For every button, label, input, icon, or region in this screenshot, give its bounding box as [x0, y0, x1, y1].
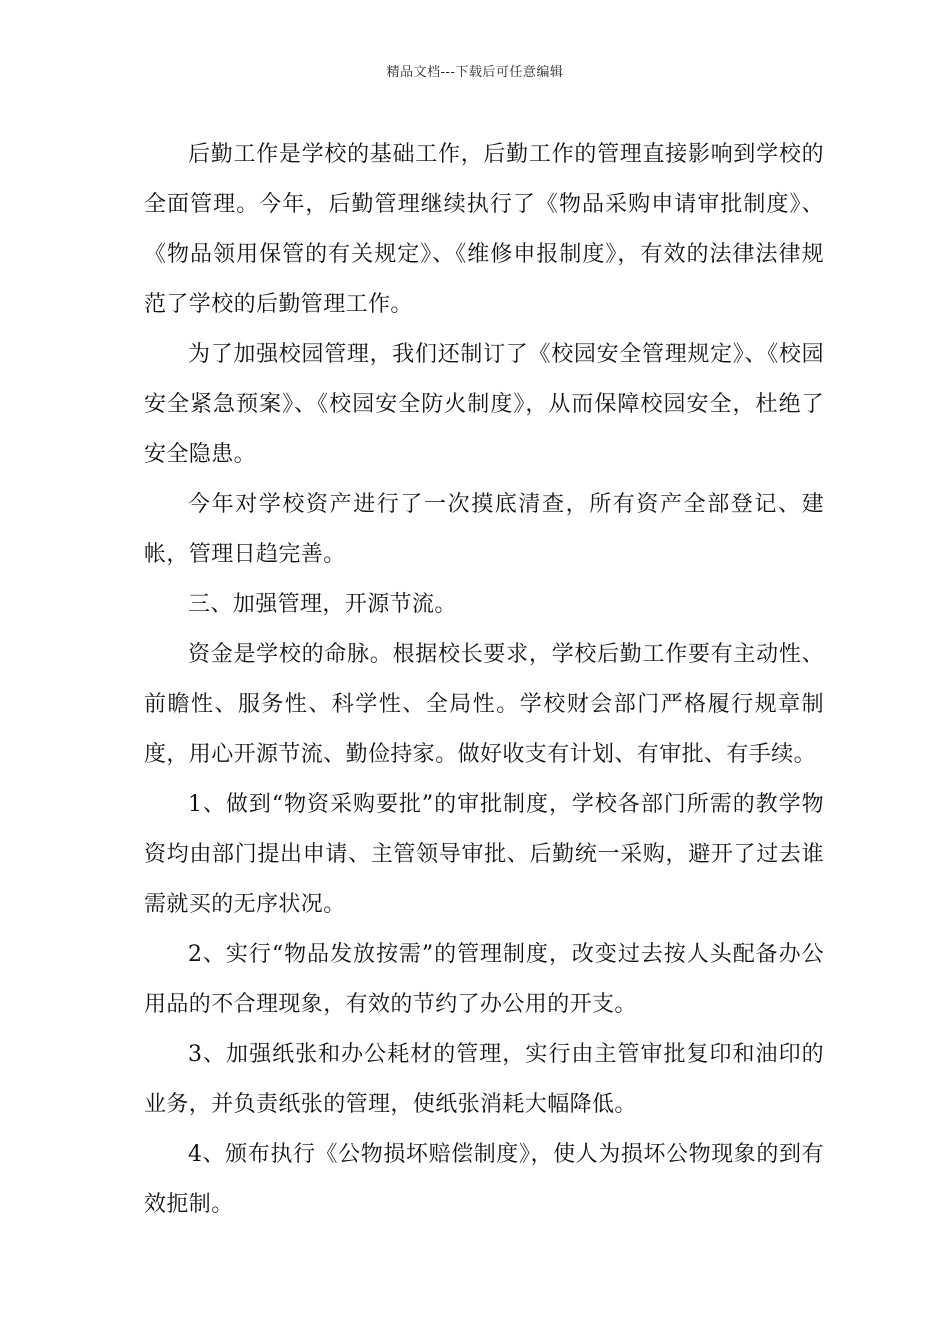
list-item: 3、加强纸张和办公耗材的管理，实行由主管审批复印和油印的业务，并负责纸张的管理，使纸张消耗大幅降低。 [144, 1042, 824, 1117]
list-item: 1、做到“物资采购要批”的审批制度，学校各部门所需的教学物资均由部门提出申请、主管领导审批、后勤统一采购，避开了过去谁需就买的无序状况。 [144, 792, 824, 917]
list-item: 4、颁布执行《公物损坏赔偿制度》，使人为损坏公物现象的到有效扼制。 [144, 1142, 824, 1217]
list-item: 2、实行“物品发放按需”的管理制度，改变过去按人头配备办公用品的不合理现象，有效的节约了办公用的开支。 [144, 942, 824, 1017]
section-heading: 三、加强管理，开源节流。 [188, 592, 457, 617]
document-body [144, 130, 824, 1230]
paragraph: 今年对学校资产进行了一次摸底清查，所有资产全部登记、建帐，管理日趋完善。 [144, 492, 824, 567]
page-header: 精品文档---下载后可任意编辑 [386, 65, 564, 80]
paragraph: 为了加强校园管理，我们还制订了《校园安全管理规定》、《校园安全紧急预案》、《校园安全防火制度》，从而保障校园安全，杜绝了安全隐患。 [144, 342, 824, 467]
paragraph: 后勤工作是学校的基础工作，后勤工作的管理直接影响到学校的全面管理。今年，后勤管理继续执行了《物品采购申请审批制度》、《物品领用保管的有关规定》、《维修申报制度》，有效的法律法律规范了学校的后勤管理工作。 [144, 142, 824, 317]
paragraph: 资金是学校的命脉。根据校长要求，学校后勤工作要有主动性、前瞻性、服务性、科学性、全局性。学校财会部门严格履行规章制度，用心开源节流、勤俭持家。做好收支有计划、有审批、有手续。 [144, 642, 824, 767]
